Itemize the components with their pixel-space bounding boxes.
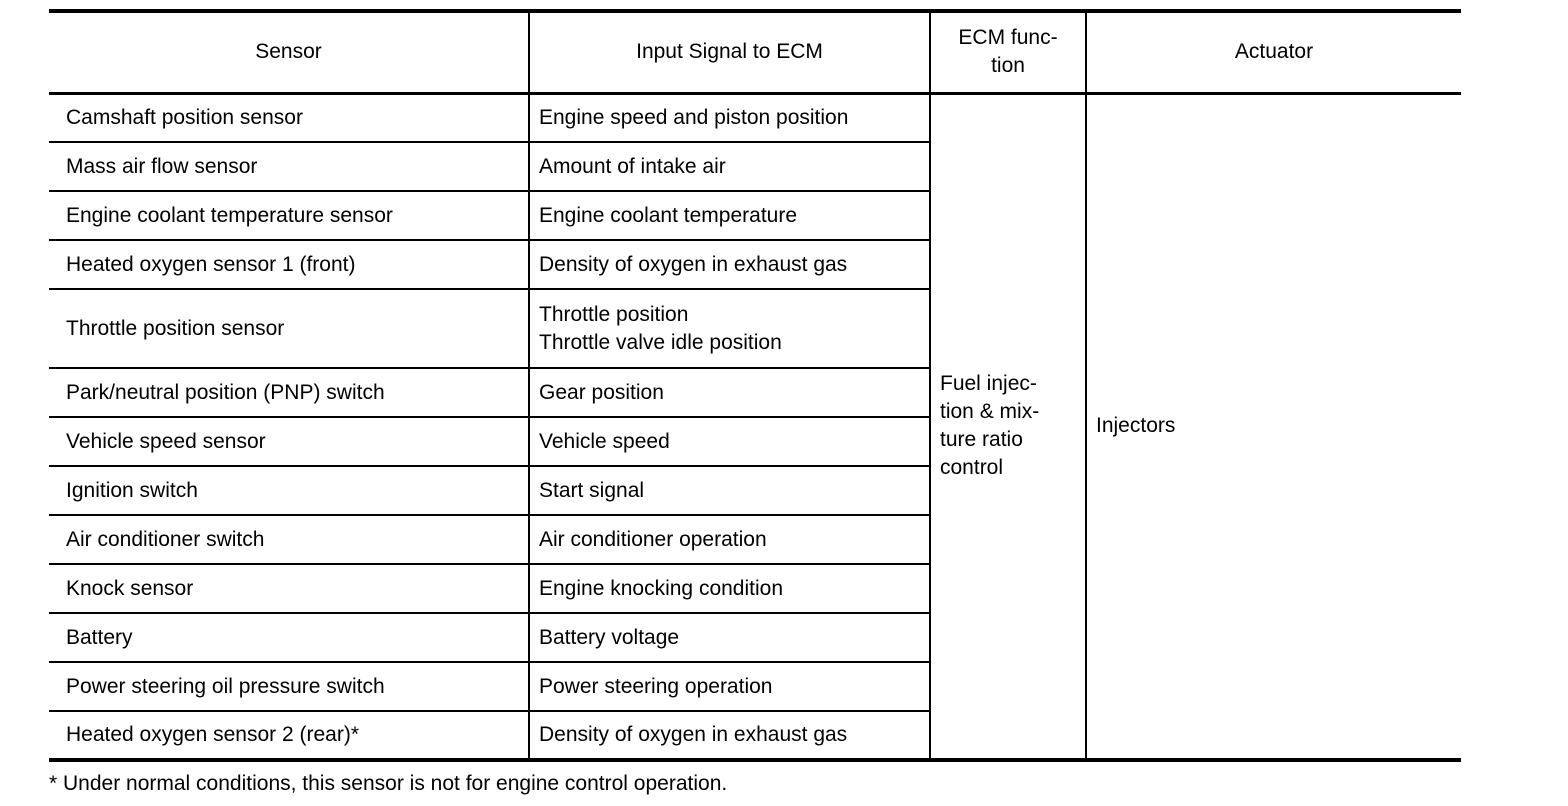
sensor-cell: Battery	[49, 613, 529, 662]
actuator-cell: Injectors	[1086, 93, 1461, 760]
ecm-function-line2: tion & mix-	[940, 400, 1040, 424]
sensor-cell: Engine coolant temperature sensor	[49, 191, 529, 240]
sensor-cell: Camshaft position sensor	[49, 93, 529, 142]
signal-cell: Engine coolant temperature	[529, 191, 930, 240]
ecm-function-line4: control	[940, 456, 1004, 480]
sensor-cell: Ignition switch	[49, 466, 529, 515]
ecm-input-output-table	[49, 9, 1461, 762]
sensor-cell: Heated oxygen sensor 1 (front)	[49, 240, 529, 289]
header-actuator: Actuator	[1086, 11, 1461, 93]
signal-cell: Density of oxygen in exhaust gas	[529, 240, 930, 289]
ecm-function-line1: Fuel injec-	[940, 372, 1037, 396]
header-input-signal: Input Signal to ECM	[529, 11, 930, 93]
header-ecm-function-line1: ECM func-	[958, 26, 1058, 50]
sensor-cell: Heated oxygen sensor 2 (rear)*	[49, 711, 529, 760]
signal-cell: Engine knocking condition	[529, 564, 930, 613]
signal-cell: Air conditioner operation	[529, 515, 930, 564]
signal-cell: Power steering operation	[529, 662, 930, 711]
table-header-row	[49, 11, 1461, 93]
signal-cell: Battery voltage	[529, 613, 930, 662]
signal-line: Throttle valve idle position	[539, 330, 782, 354]
sensor-cell: Park/neutral position (PNP) switch	[49, 368, 529, 417]
header-ecm-function	[930, 11, 1086, 93]
signal-cell: Amount of intake air	[529, 142, 930, 191]
header-ecm-function-line2: tion	[991, 54, 1025, 78]
ecm-function-cell	[930, 93, 1086, 760]
signal-cell: Start signal	[529, 466, 930, 515]
footnote: * Under normal conditions, this sensor is not for engine control operation.	[49, 772, 728, 795]
ecm-function-line3: ture ratio	[940, 428, 1023, 452]
signal-cell	[529, 289, 930, 368]
sensor-cell: Knock sensor	[49, 564, 529, 613]
signal-cell: Engine speed and piston position	[529, 93, 930, 142]
signal-cell: Gear position	[529, 368, 930, 417]
header-sensor: Sensor	[49, 11, 529, 93]
sensor-cell: Power steering oil pressure switch	[49, 662, 529, 711]
signal-cell: Density of oxygen in exhaust gas	[529, 711, 930, 760]
table-row	[49, 93, 1461, 142]
sensor-cell: Mass air flow sensor	[49, 142, 529, 191]
sensor-cell: Throttle position sensor	[49, 289, 529, 368]
sensor-cell: Vehicle speed sensor	[49, 417, 529, 466]
signal-cell: Vehicle speed	[529, 417, 930, 466]
sensor-cell: Air conditioner switch	[49, 515, 529, 564]
signal-line: Throttle position	[539, 302, 689, 326]
